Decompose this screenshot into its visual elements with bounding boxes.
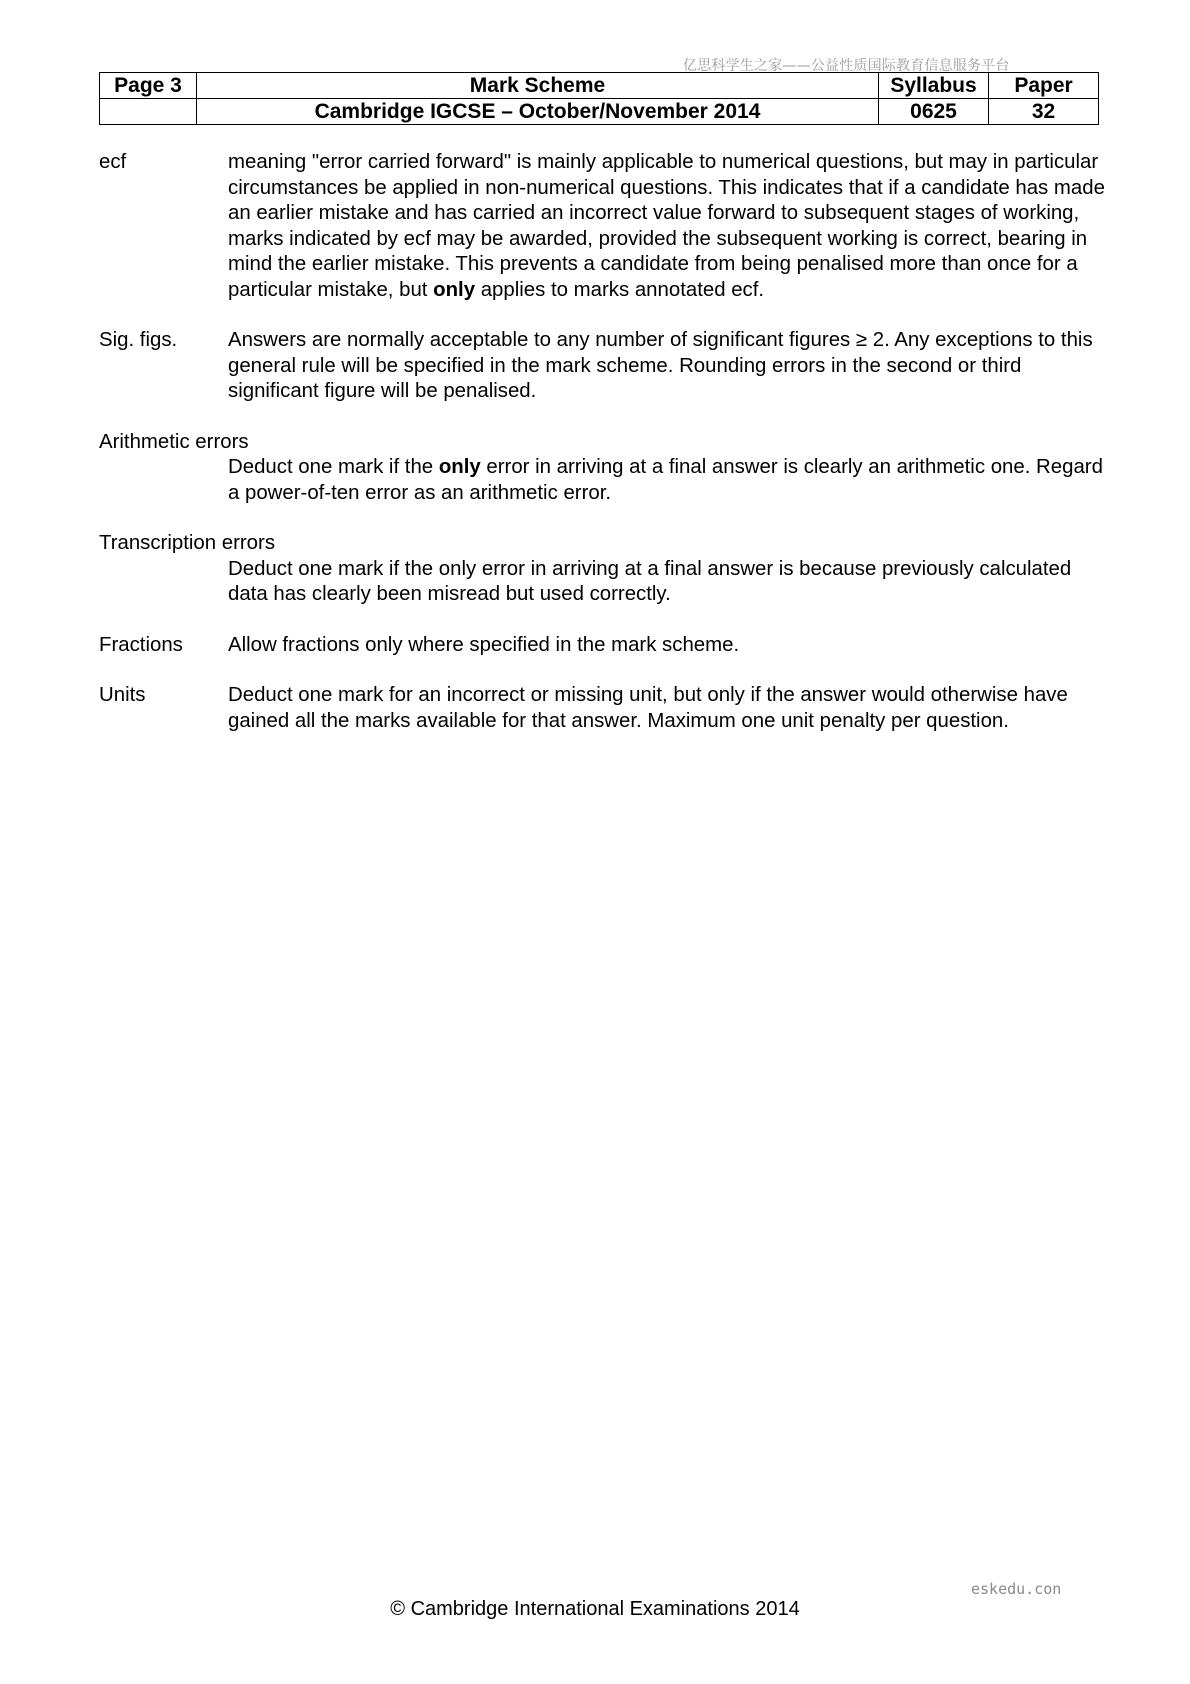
footer-watermark: eskedu.con [971, 1580, 1062, 1598]
entry-sig-figs [99, 328, 1109, 405]
entry-description: Deduct one mark if the only error in arriving at a final answer is because previously calculated data has clearly been misread but used correctly. [228, 557, 1072, 605]
entry-term: Sig. figs. [99, 329, 178, 351]
entry-term: ecf [99, 151, 127, 173]
syllabus-label: Syllabus [879, 73, 989, 99]
entry-description: Allow fractions only where specified in the mark scheme. [228, 633, 740, 656]
emphasis-text: only [438, 456, 481, 478]
entry-term: Fractions [99, 633, 183, 656]
document-title: Mark Scheme [197, 73, 879, 99]
header-table [99, 72, 1099, 125]
entry-units [99, 683, 1109, 734]
syllabus-value: 0625 [879, 99, 989, 125]
entry-term: Units [99, 684, 146, 706]
desc-text: error in arriving at a final answer is clearly an arithmetic one. Regard a power-of-ten error as an arithmetic error. [228, 456, 1103, 504]
entry-fractions [99, 633, 1109, 659]
desc-text: applies to marks annotated ecf. [475, 278, 765, 301]
entry-arithmetic-errors [99, 430, 1109, 507]
desc-text: Deduct one mark if the [228, 456, 439, 478]
entry-term: Arithmetic errors [99, 430, 249, 453]
header-row-1 [100, 73, 1099, 99]
empty-cell [100, 99, 197, 125]
desc-text: meaning "error carried forward" is mainly applicable to numerical questions, but may in particular circumstances be applied in non-numerical questions. This indicates that if a candidate has made an earlier mistake and has carried an incorrect value forward to subsequent stages of working, marks indicated by ecf may be awarded, provided the subsequent working is correct, bearing in mind the earlier mistake. This prevents a candidate from being penalised more than once for a particular mistake, but [228, 151, 1105, 301]
header-row-2 [100, 99, 1099, 125]
entry-description [99, 455, 1109, 506]
entry-ecf [99, 150, 1109, 303]
document-subtitle: Cambridge IGCSE – October/November 2014 [197, 99, 879, 125]
entry-description: Deduct one mark for an incorrect or missing unit, but only if the answer would otherwise have gained all the marks available for that answer. Maximum one unit penalty per question. [228, 684, 1068, 732]
entry-description [228, 150, 1109, 303]
mark-scheme-notes [99, 150, 1109, 759]
entry-transcription-errors [99, 531, 1109, 608]
entry-description: Answers are normally acceptable to any number of significant figures ≥ 2. Any exceptions to this general rule will be specified in the mark scheme. Rounding errors in the second or third significant figure will be penalised. [228, 329, 1093, 402]
paper-label: Paper [989, 73, 1099, 99]
paper-value: 32 [989, 99, 1099, 125]
emphasis-text: only [433, 278, 476, 301]
copyright-notice: © Cambridge International Examinations 2014 [390, 1598, 800, 1620]
page-number: Page 3 [100, 73, 197, 99]
watermark-text: 亿思科学生之家——公益性质国际教育信息服务平台 [683, 58, 1010, 74]
entry-term: Transcription errors [99, 532, 276, 554]
